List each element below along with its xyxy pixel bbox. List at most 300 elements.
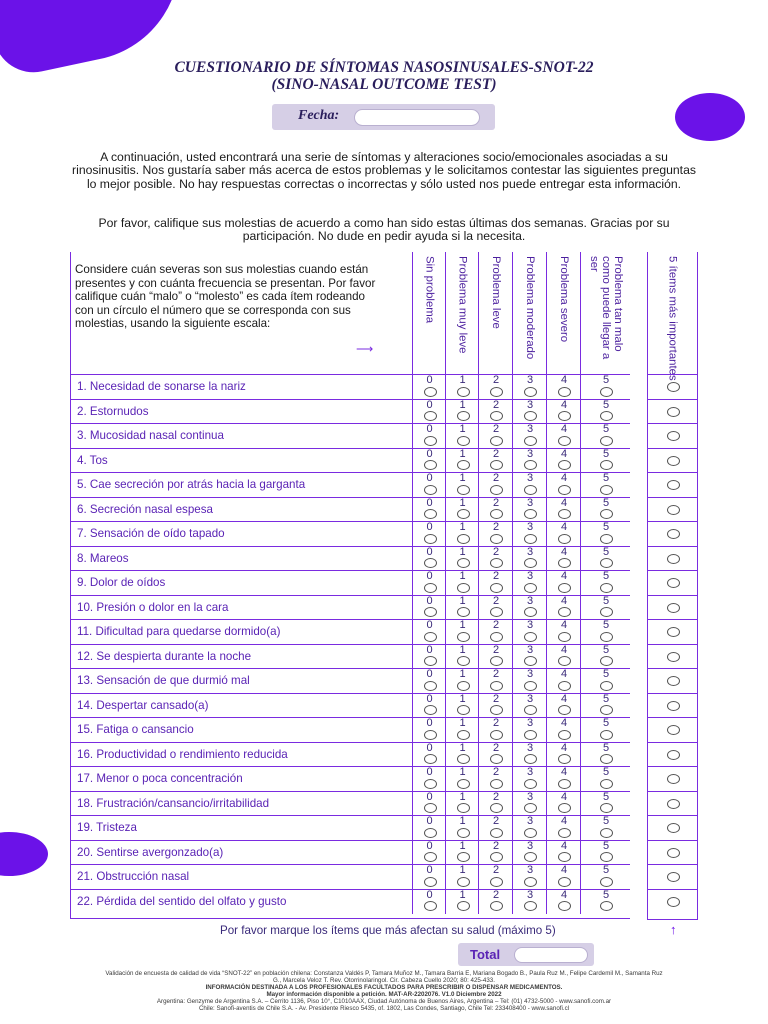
importance-header	[648, 252, 697, 381]
radio-circle-icon[interactable]	[457, 828, 470, 838]
radio-circle-icon[interactable]	[524, 607, 537, 617]
score-option-5[interactable]	[580, 669, 631, 694]
score-value: 2	[492, 766, 500, 778]
importance-checkbox-icon[interactable]	[667, 725, 680, 735]
score-option-1[interactable]	[445, 890, 479, 915]
score-option-5[interactable]	[580, 865, 631, 890]
radio-circle-icon[interactable]	[600, 387, 613, 397]
score-option-0[interactable]	[412, 620, 446, 645]
importance-checkbox-icon[interactable]	[667, 799, 680, 809]
radio-circle-icon[interactable]	[424, 387, 437, 397]
score-option-0[interactable]	[412, 816, 446, 841]
radio-circle-icon[interactable]	[524, 436, 537, 446]
score-value: 4	[560, 717, 568, 729]
radio-circle-icon[interactable]	[490, 852, 503, 862]
score-option-5[interactable]	[580, 571, 631, 596]
radio-circle-icon[interactable]	[490, 779, 503, 789]
score-option-1[interactable]	[445, 375, 479, 400]
score-option-5[interactable]	[580, 890, 631, 915]
importance-checkbox-icon[interactable]	[667, 774, 680, 784]
score-option-1[interactable]	[445, 547, 479, 572]
score-option-2[interactable]	[478, 669, 513, 694]
radio-circle-icon[interactable]	[457, 705, 470, 715]
radio-circle-icon[interactable]	[558, 583, 571, 593]
radio-circle-icon[interactable]	[600, 558, 613, 568]
radio-circle-icon[interactable]	[457, 656, 470, 666]
importance-checkbox-icon[interactable]	[667, 505, 680, 515]
score-value: 0	[426, 839, 433, 852]
score-option-2[interactable]	[478, 841, 513, 866]
score-option-0[interactable]	[412, 792, 446, 817]
radio-circle-icon[interactable]	[558, 460, 571, 470]
score-option-3[interactable]	[512, 498, 547, 523]
radio-circle-icon[interactable]	[490, 607, 503, 617]
score-option-0[interactable]	[412, 865, 446, 890]
importance-row	[648, 864, 697, 890]
radio-circle-icon[interactable]	[457, 901, 470, 911]
score-option-2[interactable]	[478, 449, 513, 474]
score-option-2[interactable]	[478, 424, 513, 449]
score-option-1[interactable]	[445, 424, 479, 449]
score-option-5[interactable]	[580, 547, 631, 572]
importance-checkbox-icon[interactable]	[667, 480, 680, 490]
radio-circle-icon[interactable]	[457, 411, 470, 421]
importance-checkbox-icon[interactable]	[667, 407, 680, 417]
radio-circle-icon[interactable]	[524, 485, 537, 495]
radio-circle-icon[interactable]	[424, 436, 437, 446]
score-option-2[interactable]	[478, 473, 513, 498]
radio-circle-icon[interactable]	[490, 901, 503, 911]
radio-circle-icon[interactable]	[600, 852, 613, 862]
score-option-1[interactable]	[445, 400, 479, 425]
score-option-5[interactable]	[580, 400, 631, 425]
score-option-1[interactable]	[445, 865, 479, 890]
radio-circle-icon[interactable]	[558, 730, 571, 740]
score-option-2[interactable]	[478, 865, 513, 890]
score-option-1[interactable]	[445, 767, 479, 792]
radio-circle-icon[interactable]	[490, 803, 503, 813]
score-option-3[interactable]	[512, 816, 547, 841]
score-option-1[interactable]	[445, 645, 479, 670]
radio-circle-icon[interactable]	[424, 828, 437, 838]
importance-checkbox-icon[interactable]	[667, 897, 680, 907]
radio-circle-icon[interactable]	[558, 656, 571, 666]
score-option-1[interactable]	[445, 473, 479, 498]
score-option-5[interactable]	[580, 473, 631, 498]
radio-circle-icon[interactable]	[457, 730, 470, 740]
radio-circle-icon[interactable]	[524, 656, 537, 666]
score-option-0[interactable]	[412, 424, 446, 449]
radio-circle-icon[interactable]	[558, 681, 571, 691]
radio-circle-icon[interactable]	[424, 803, 437, 813]
radio-circle-icon[interactable]	[600, 656, 613, 666]
radio-circle-icon[interactable]	[600, 632, 613, 642]
score-option-2[interactable]	[478, 743, 513, 768]
score-option-2[interactable]	[478, 890, 513, 915]
radio-circle-icon[interactable]	[600, 705, 613, 715]
radio-circle-icon[interactable]	[457, 534, 470, 544]
radio-circle-icon[interactable]	[457, 681, 470, 691]
score-option-0[interactable]	[412, 375, 446, 400]
importance-checkbox-icon[interactable]	[667, 456, 680, 466]
radio-circle-icon[interactable]	[524, 632, 537, 642]
radio-circle-icon[interactable]	[457, 460, 470, 470]
score-option-3[interactable]	[512, 669, 547, 694]
score-option-5[interactable]	[580, 767, 631, 792]
symptom-row	[71, 791, 630, 817]
score-option-4[interactable]	[546, 473, 581, 498]
radio-circle-icon[interactable]	[457, 877, 470, 887]
score-option-1[interactable]	[445, 816, 479, 841]
radio-circle-icon[interactable]	[524, 803, 537, 813]
radio-circle-icon[interactable]	[600, 803, 613, 813]
score-option-3[interactable]	[512, 571, 547, 596]
score-option-5[interactable]	[580, 645, 631, 670]
radio-circle-icon[interactable]	[424, 485, 437, 495]
score-option-5[interactable]	[580, 841, 631, 866]
radio-circle-icon[interactable]	[424, 656, 437, 666]
radio-circle-icon[interactable]	[558, 558, 571, 568]
radio-circle-icon[interactable]	[457, 754, 470, 764]
score-option-5[interactable]	[580, 718, 631, 743]
score-option-4[interactable]	[546, 767, 581, 792]
radio-circle-icon[interactable]	[457, 779, 470, 789]
score-option-3[interactable]	[512, 449, 547, 474]
radio-circle-icon[interactable]	[490, 411, 503, 421]
score-option-2[interactable]	[478, 498, 513, 523]
radio-circle-icon[interactable]	[524, 730, 537, 740]
score-option-1[interactable]	[445, 571, 479, 596]
score-option-0[interactable]	[412, 718, 446, 743]
score-option-4[interactable]	[546, 841, 581, 866]
score-option-4[interactable]	[546, 718, 581, 743]
radio-circle-icon[interactable]	[424, 681, 437, 691]
radio-circle-icon[interactable]	[490, 387, 503, 397]
radio-circle-icon[interactable]	[490, 436, 503, 446]
radio-circle-icon[interactable]	[558, 387, 571, 397]
radio-circle-icon[interactable]	[524, 558, 537, 568]
score-option-2[interactable]	[478, 767, 513, 792]
radio-circle-icon[interactable]	[600, 779, 613, 789]
score-option-3[interactable]	[512, 792, 547, 817]
radio-circle-icon[interactable]	[424, 779, 437, 789]
score-option-4[interactable]	[546, 400, 581, 425]
radio-circle-icon[interactable]	[600, 754, 613, 764]
radio-circle-icon[interactable]	[600, 411, 613, 421]
score-option-5[interactable]	[580, 522, 631, 547]
score-option-5[interactable]	[580, 743, 631, 768]
radio-circle-icon[interactable]	[600, 877, 613, 887]
importance-checkbox-icon[interactable]	[667, 603, 680, 613]
radio-circle-icon[interactable]	[524, 411, 537, 421]
score-option-5[interactable]	[580, 449, 631, 474]
score-option-3[interactable]	[512, 522, 547, 547]
score-option-1[interactable]	[445, 743, 479, 768]
score-option-0[interactable]	[412, 743, 446, 768]
score-option-4[interactable]	[546, 498, 581, 523]
score-option-3[interactable]	[512, 400, 547, 425]
radio-circle-icon[interactable]	[600, 436, 613, 446]
radio-circle-icon[interactable]	[558, 852, 571, 862]
radio-circle-icon[interactable]	[457, 607, 470, 617]
radio-circle-icon[interactable]	[424, 558, 437, 568]
importance-checkbox-icon[interactable]	[667, 554, 680, 564]
score-option-2[interactable]	[478, 375, 513, 400]
date-label: Fecha:	[298, 108, 340, 123]
total-field[interactable]	[514, 947, 588, 963]
score-option-5[interactable]	[580, 694, 631, 719]
score-option-2[interactable]	[478, 816, 513, 841]
radio-circle-icon[interactable]	[524, 509, 537, 519]
score-option-0[interactable]	[412, 449, 446, 474]
score-option-4[interactable]	[546, 645, 581, 670]
importance-checkbox-icon[interactable]	[667, 676, 680, 686]
score-option-5[interactable]	[580, 498, 631, 523]
radio-circle-icon[interactable]	[600, 509, 613, 519]
score-option-5[interactable]	[580, 620, 631, 645]
score-option-5[interactable]	[580, 792, 631, 817]
score-option-5[interactable]	[580, 596, 631, 621]
score-option-0[interactable]	[412, 669, 446, 694]
radio-circle-icon[interactable]	[457, 852, 470, 862]
score-option-3[interactable]	[512, 424, 547, 449]
score-option-0[interactable]	[412, 694, 446, 719]
radio-circle-icon[interactable]	[424, 901, 437, 911]
score-option-2[interactable]	[478, 400, 513, 425]
score-option-2[interactable]	[478, 522, 513, 547]
radio-circle-icon[interactable]	[424, 877, 437, 887]
importance-checkbox-icon[interactable]	[667, 872, 680, 882]
radio-circle-icon[interactable]	[524, 705, 537, 715]
score-option-2[interactable]	[478, 571, 513, 596]
importance-checkbox-icon[interactable]	[667, 578, 680, 588]
radio-circle-icon[interactable]	[558, 828, 571, 838]
score-option-3[interactable]	[512, 743, 547, 768]
score-option-3[interactable]	[512, 375, 547, 400]
radio-circle-icon[interactable]	[490, 754, 503, 764]
radio-circle-icon[interactable]	[558, 436, 571, 446]
score-option-5[interactable]	[580, 424, 631, 449]
score-option-2[interactable]	[478, 718, 513, 743]
radio-circle-icon[interactable]	[600, 828, 613, 838]
radio-circle-icon[interactable]	[558, 411, 571, 421]
radio-circle-icon[interactable]	[490, 877, 503, 887]
importance-checkbox-icon[interactable]	[667, 701, 680, 711]
score-option-2[interactable]	[478, 547, 513, 572]
score-option-2[interactable]	[478, 620, 513, 645]
score-option-2[interactable]	[478, 645, 513, 670]
importance-checkbox-icon[interactable]	[667, 652, 680, 662]
score-option-0[interactable]	[412, 596, 446, 621]
radio-circle-icon[interactable]	[490, 583, 503, 593]
score-option-3[interactable]	[512, 596, 547, 621]
importance-checkbox-icon[interactable]	[667, 750, 680, 760]
radio-circle-icon[interactable]	[457, 387, 470, 397]
radio-circle-icon[interactable]	[558, 509, 571, 519]
radio-circle-icon[interactable]	[600, 583, 613, 593]
score-option-1[interactable]	[445, 449, 479, 474]
score-option-2[interactable]	[478, 596, 513, 621]
radio-circle-icon[interactable]	[424, 632, 437, 642]
address-chile: Chile: Sanofi-aventis de Chile S.A. - Av. Presidente Riesco 5435, of. 1802, Las Condes, Santiago, Chile Tel: 233408400 - www.sanofi.cl	[198, 1005, 570, 1012]
score-option-1[interactable]	[445, 522, 479, 547]
radio-circle-icon[interactable]	[424, 705, 437, 715]
radio-circle-icon[interactable]	[490, 730, 503, 740]
score-option-0[interactable]	[412, 890, 446, 915]
radio-circle-icon[interactable]	[524, 779, 537, 789]
radio-circle-icon[interactable]	[600, 681, 613, 691]
radio-circle-icon[interactable]	[558, 534, 571, 544]
radio-circle-icon[interactable]	[490, 534, 503, 544]
score-option-0[interactable]	[412, 841, 446, 866]
radio-circle-icon[interactable]	[558, 485, 571, 495]
radio-circle-icon[interactable]	[424, 754, 437, 764]
score-option-4[interactable]	[546, 669, 581, 694]
radio-circle-icon[interactable]	[558, 607, 571, 617]
radio-circle-icon[interactable]	[558, 803, 571, 813]
date-field[interactable]	[354, 109, 480, 126]
score-option-4[interactable]	[546, 816, 581, 841]
score-option-4[interactable]	[546, 694, 581, 719]
score-option-0[interactable]	[412, 645, 446, 670]
score-option-4[interactable]	[546, 890, 581, 915]
score-option-1[interactable]	[445, 694, 479, 719]
radio-circle-icon[interactable]	[558, 705, 571, 715]
score-option-3[interactable]	[512, 718, 547, 743]
score-value: 3	[526, 790, 534, 803]
score-option-1[interactable]	[445, 792, 479, 817]
radio-circle-icon[interactable]	[600, 730, 613, 740]
score-option-4[interactable]	[546, 792, 581, 817]
score-option-0[interactable]	[412, 547, 446, 572]
radio-circle-icon[interactable]	[490, 828, 503, 838]
radio-circle-icon[interactable]	[457, 558, 470, 568]
importance-checkbox-icon[interactable]	[667, 823, 680, 833]
radio-circle-icon[interactable]	[524, 754, 537, 764]
score-option-4[interactable]	[546, 547, 581, 572]
score-option-4[interactable]	[546, 375, 581, 400]
score-option-0[interactable]	[412, 400, 446, 425]
score-option-2[interactable]	[478, 792, 513, 817]
score-option-4[interactable]	[546, 865, 581, 890]
radio-circle-icon[interactable]	[600, 607, 613, 617]
radio-circle-icon[interactable]	[600, 460, 613, 470]
radio-circle-icon[interactable]	[524, 534, 537, 544]
radio-circle-icon[interactable]	[524, 828, 537, 838]
radio-circle-icon[interactable]	[524, 852, 537, 862]
score-option-4[interactable]	[546, 743, 581, 768]
score-option-0[interactable]	[412, 498, 446, 523]
score-option-1[interactable]	[445, 596, 479, 621]
radio-circle-icon[interactable]	[490, 509, 503, 519]
radio-circle-icon[interactable]	[558, 779, 571, 789]
radio-circle-icon[interactable]	[424, 411, 437, 421]
radio-circle-icon[interactable]	[490, 485, 503, 495]
importance-checkbox-icon[interactable]	[667, 431, 680, 441]
score-option-3[interactable]	[512, 620, 547, 645]
radio-circle-icon[interactable]	[457, 583, 470, 593]
radio-circle-icon[interactable]	[457, 436, 470, 446]
score-option-3[interactable]	[512, 841, 547, 866]
score-option-3[interactable]	[512, 645, 547, 670]
score-option-1[interactable]	[445, 620, 479, 645]
radio-circle-icon[interactable]	[424, 607, 437, 617]
score-option-2[interactable]	[478, 694, 513, 719]
radio-circle-icon[interactable]	[600, 901, 613, 911]
score-option-4[interactable]	[546, 620, 581, 645]
radio-circle-icon[interactable]	[424, 852, 437, 862]
score-option-4[interactable]	[546, 522, 581, 547]
radio-circle-icon[interactable]	[558, 901, 571, 911]
score-option-4[interactable]	[546, 596, 581, 621]
radio-circle-icon[interactable]	[457, 632, 470, 642]
radio-circle-icon[interactable]	[424, 583, 437, 593]
radio-circle-icon[interactable]	[424, 460, 437, 470]
radio-circle-icon[interactable]	[600, 534, 613, 544]
score-option-5[interactable]	[580, 375, 631, 400]
score-option-5[interactable]	[580, 816, 631, 841]
radio-circle-icon[interactable]	[524, 387, 537, 397]
radio-circle-icon[interactable]	[558, 632, 571, 642]
score-option-1[interactable]	[445, 669, 479, 694]
importance-checkbox-icon[interactable]	[667, 529, 680, 539]
importance-checkbox-icon[interactable]	[667, 627, 680, 637]
importance-checkbox-icon[interactable]	[667, 382, 680, 392]
score-option-0[interactable]	[412, 473, 446, 498]
radio-circle-icon[interactable]	[600, 485, 613, 495]
radio-circle-icon[interactable]	[490, 656, 503, 666]
score-option-3[interactable]	[512, 694, 547, 719]
radio-circle-icon[interactable]	[524, 877, 537, 887]
score-option-4[interactable]	[546, 449, 581, 474]
radio-circle-icon[interactable]	[524, 460, 537, 470]
radio-circle-icon[interactable]	[424, 509, 437, 519]
score-option-0[interactable]	[412, 767, 446, 792]
score-value: 2	[492, 741, 500, 754]
score-option-1[interactable]	[445, 718, 479, 743]
radio-circle-icon[interactable]	[457, 485, 470, 495]
radio-circle-icon[interactable]	[490, 681, 503, 691]
radio-circle-icon[interactable]	[457, 803, 470, 813]
score-option-3[interactable]	[512, 473, 547, 498]
radio-circle-icon[interactable]	[558, 877, 571, 887]
score-option-3[interactable]	[512, 547, 547, 572]
score-option-1[interactable]	[445, 498, 479, 523]
importance-row	[648, 668, 697, 694]
radio-circle-icon[interactable]	[424, 730, 437, 740]
score-option-0[interactable]	[412, 522, 446, 547]
score-option-3[interactable]	[512, 767, 547, 792]
score-option-4[interactable]	[546, 571, 581, 596]
radio-circle-icon[interactable]	[490, 460, 503, 470]
radio-circle-icon[interactable]	[524, 901, 537, 911]
radio-circle-icon[interactable]	[490, 632, 503, 642]
radio-circle-icon[interactable]	[558, 754, 571, 764]
score-option-3[interactable]	[512, 890, 547, 915]
score-option-1[interactable]	[445, 841, 479, 866]
score-option-4[interactable]	[546, 424, 581, 449]
importance-checkbox-icon[interactable]	[667, 848, 680, 858]
radio-circle-icon[interactable]	[490, 705, 503, 715]
score-option-3[interactable]	[512, 865, 547, 890]
score-value: 3	[526, 717, 534, 729]
radio-circle-icon[interactable]	[524, 583, 537, 593]
radio-circle-icon[interactable]	[524, 681, 537, 691]
radio-circle-icon[interactable]	[490, 558, 503, 568]
score-option-0[interactable]	[412, 571, 446, 596]
radio-circle-icon[interactable]	[424, 534, 437, 544]
radio-circle-icon[interactable]	[457, 509, 470, 519]
